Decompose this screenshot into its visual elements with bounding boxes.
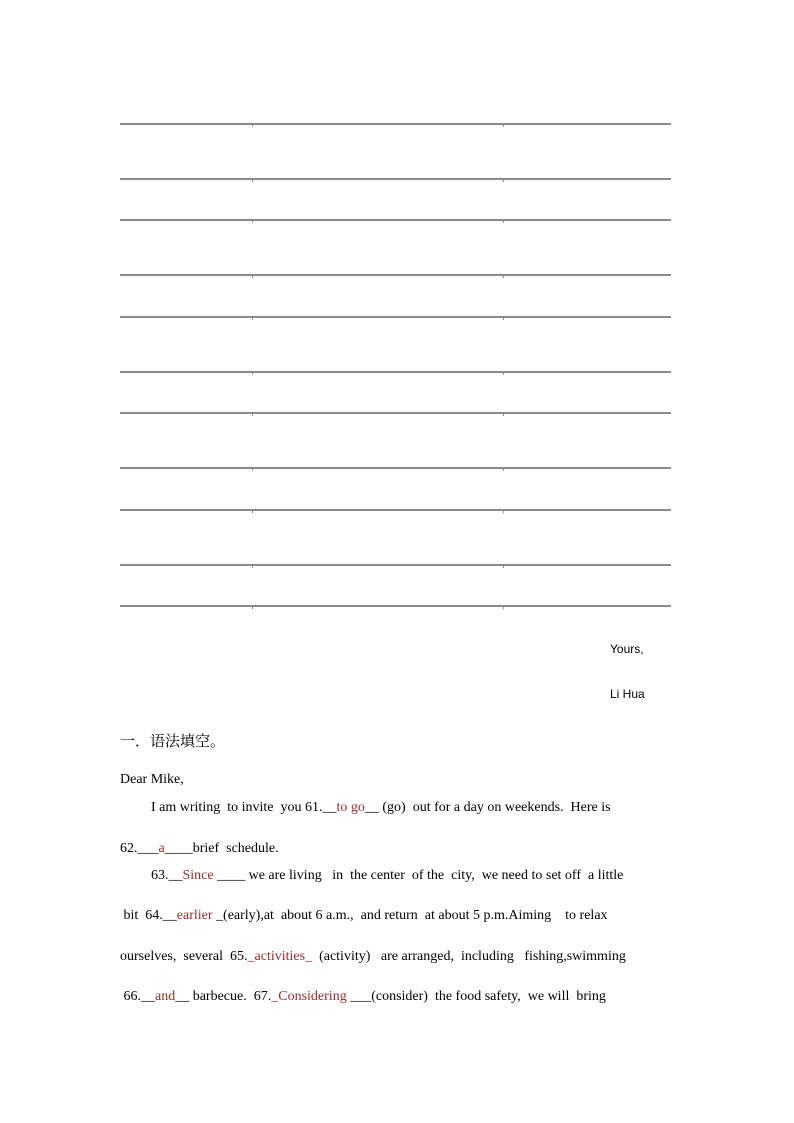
rule-line — [120, 509, 671, 511]
rule-tick — [503, 606, 504, 609]
rule-line — [120, 123, 671, 125]
text: I am writing to invite you 61. — [151, 800, 323, 815]
blank: __ — [322, 800, 337, 815]
text: ourselves, several 65. — [120, 949, 248, 964]
rule-line — [120, 371, 671, 373]
answer-64: earlier — [176, 908, 213, 923]
answer-62: a — [158, 841, 165, 856]
rule-tick — [252, 413, 253, 416]
rule-line — [120, 412, 671, 414]
rule-tick — [252, 124, 253, 127]
rule-tick — [503, 275, 504, 278]
rule-tick — [252, 565, 253, 568]
rule-tick — [252, 317, 253, 320]
text: ____brief schedule. — [164, 841, 279, 856]
rule-tick — [503, 220, 504, 223]
rule-line — [120, 274, 671, 276]
rule-tick — [252, 606, 253, 609]
rule-line — [120, 564, 671, 566]
answer-66: and — [155, 989, 176, 1004]
rule-tick — [503, 124, 504, 127]
rule-line — [120, 467, 671, 469]
text: bit 64.__ — [120, 908, 177, 923]
rule-line — [120, 178, 671, 180]
section-heading: 一．语法填空。 — [120, 732, 226, 750]
text: 62.___ — [120, 841, 159, 856]
rule-line — [120, 605, 671, 607]
passage-line-1 — [151, 800, 611, 816]
rule-line — [120, 219, 671, 221]
rule-tick — [503, 565, 504, 568]
rule-tick — [252, 220, 253, 223]
text: ____ we are living in the center of the city, we need to set off a little — [213, 868, 624, 883]
text: 66.__ — [120, 989, 155, 1004]
text: _(early),at about 6 a.m., and return at about 5 p.m.Aiming to relax — [212, 908, 608, 923]
passage-line-6 — [120, 989, 606, 1005]
rule-tick — [252, 510, 253, 513]
answer-63: Since — [182, 868, 214, 883]
text: __ barbecue. 67. — [175, 989, 272, 1004]
answer-67: _Considering — [271, 989, 347, 1004]
rule-tick — [503, 413, 504, 416]
passage-line-5 — [120, 949, 626, 965]
rule-tick — [503, 510, 504, 513]
text: __ (go) out for a day on weekends. Here is — [364, 800, 611, 815]
rule-tick — [503, 179, 504, 182]
passage-line-2 — [120, 841, 279, 857]
rule-tick — [503, 468, 504, 471]
text: ___(consider) the food safety, we will bring — [346, 989, 606, 1004]
rule-line — [120, 316, 671, 318]
rule-tick — [503, 317, 504, 320]
rule-tick — [503, 372, 504, 375]
signature-name: Li Hua — [610, 687, 645, 701]
greeting: Dear Mike, — [120, 772, 184, 787]
text: 63.__ — [151, 868, 183, 883]
answer-65: _activities_ — [247, 949, 313, 964]
rule-tick — [252, 275, 253, 278]
closing-text: Yours, — [610, 642, 644, 656]
rule-tick — [252, 372, 253, 375]
answer-61: to go — [336, 800, 365, 815]
passage-line-4 — [120, 908, 608, 924]
rule-tick — [252, 468, 253, 471]
rule-tick — [252, 179, 253, 182]
passage-line-3 — [151, 868, 623, 884]
text: (activity) are arranged, including fishing,swimming — [312, 949, 626, 964]
